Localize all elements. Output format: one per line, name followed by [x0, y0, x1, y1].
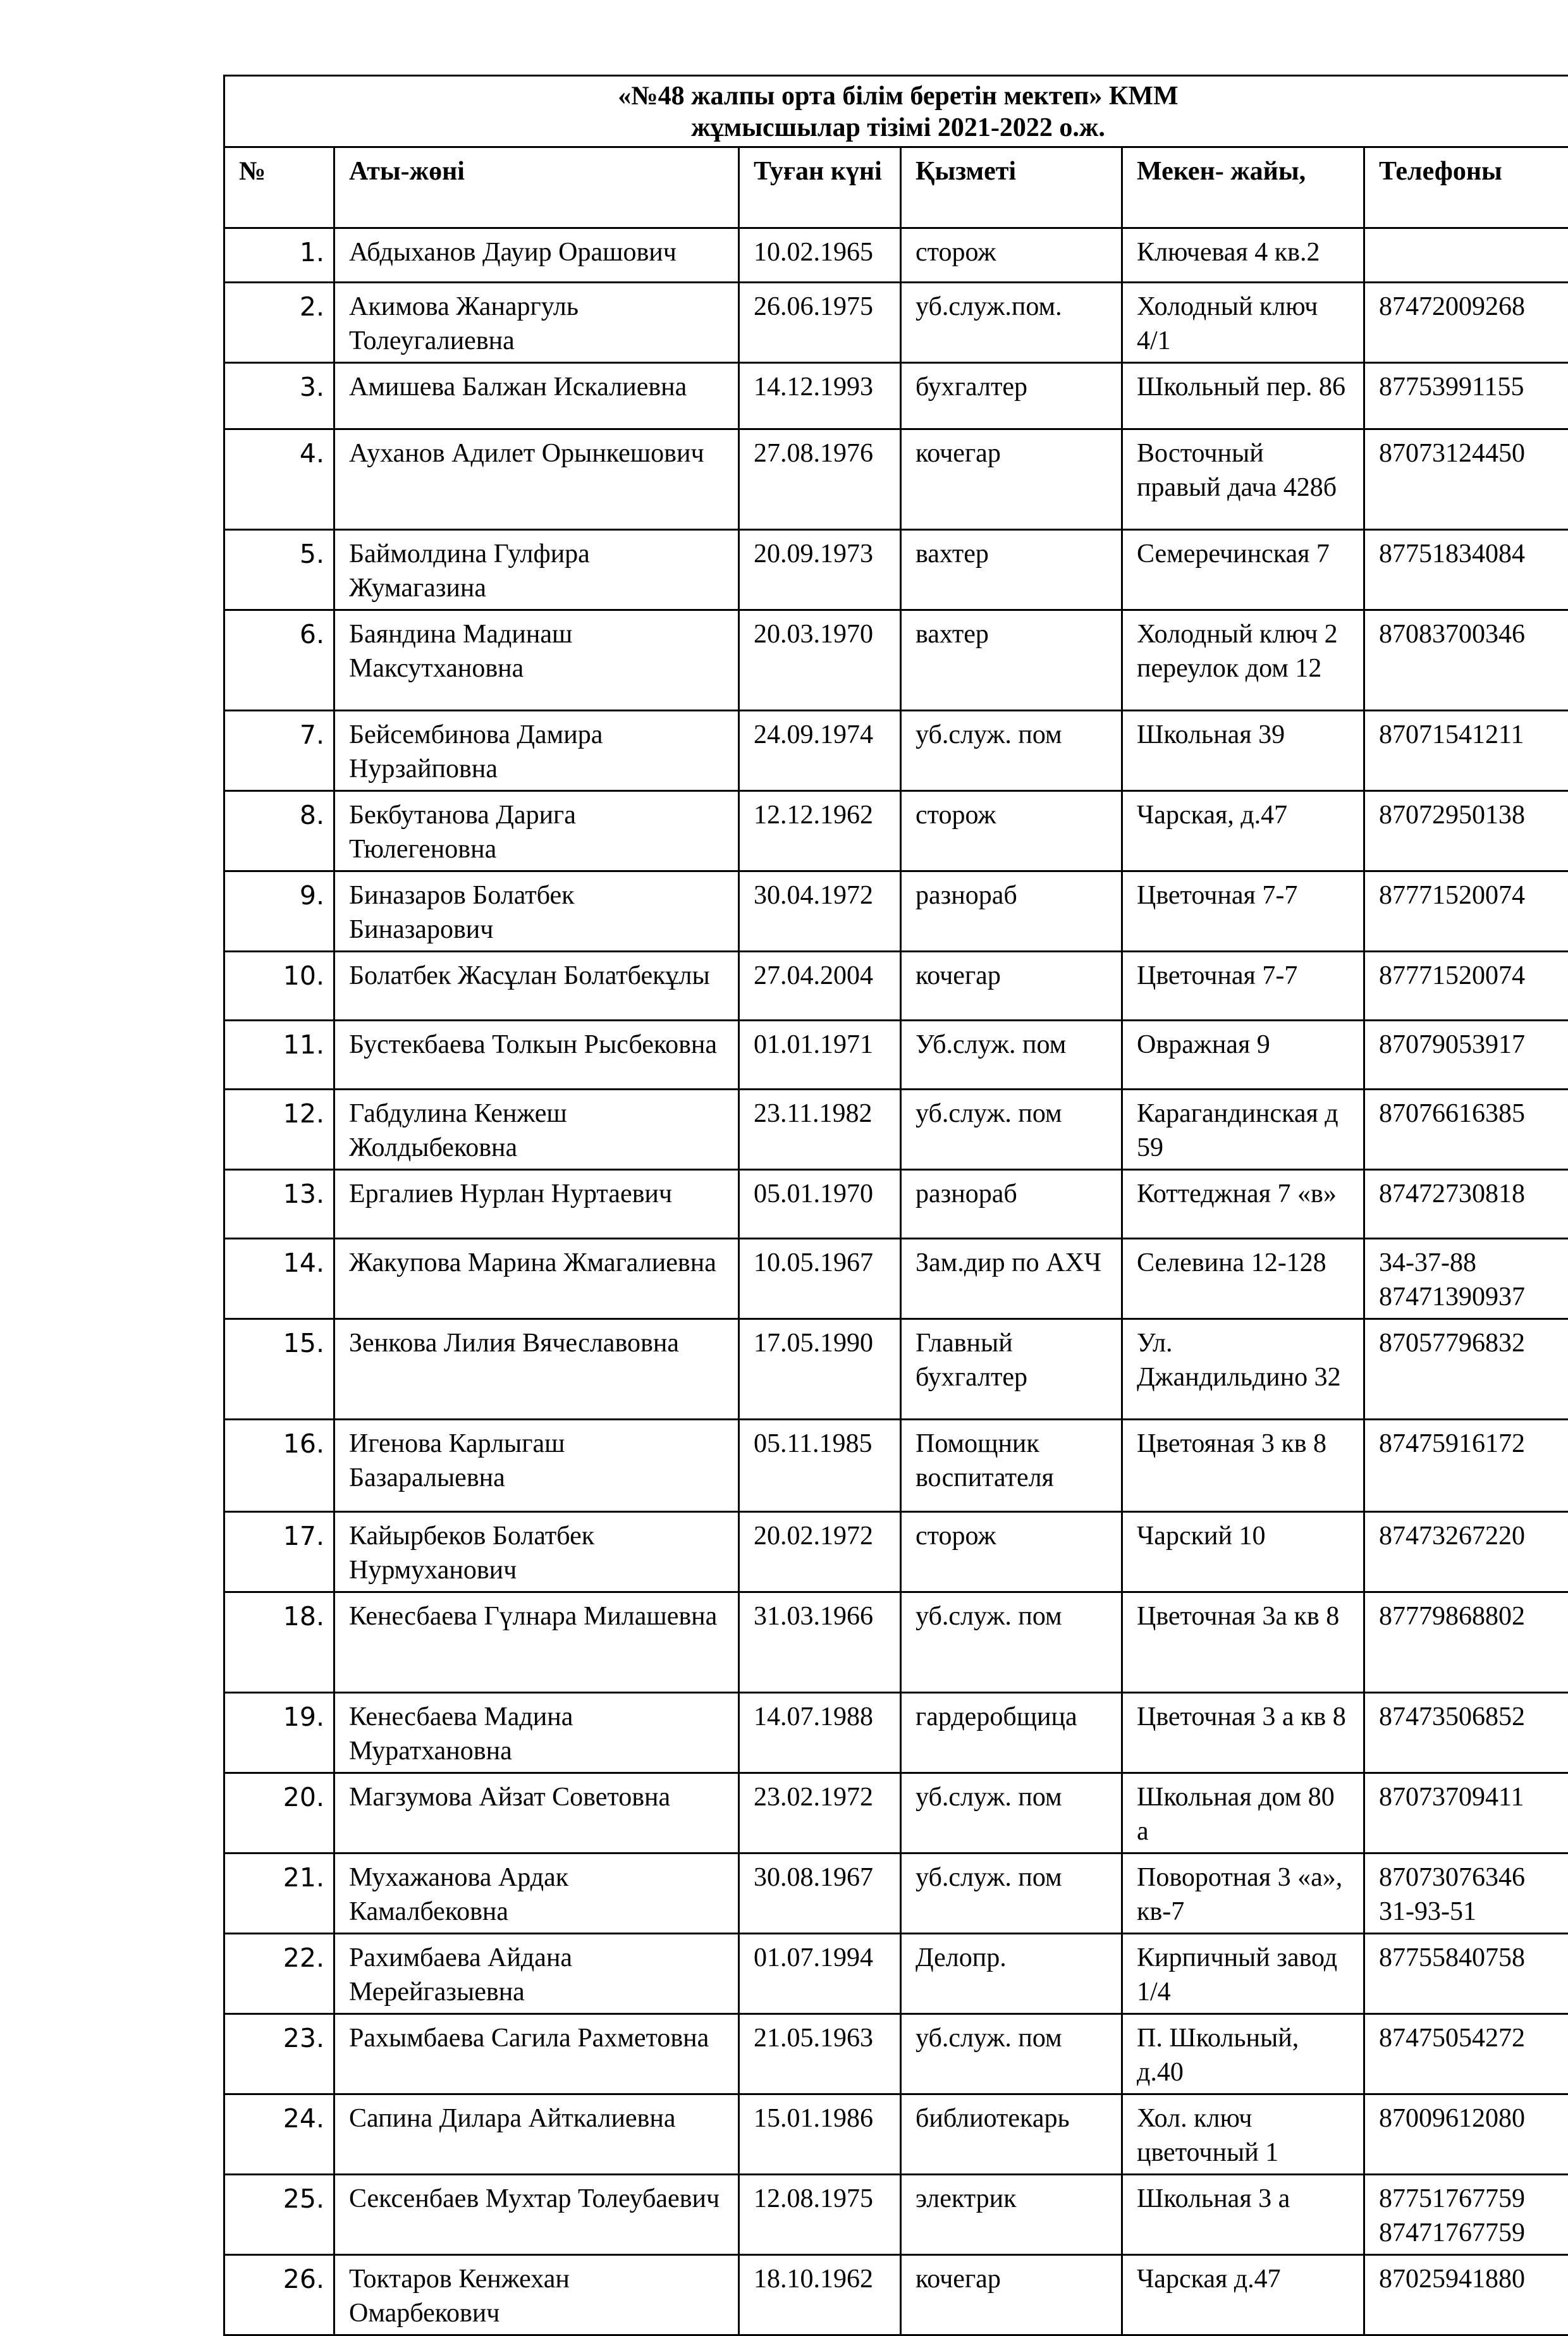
- cell-phone: 87779868802: [1364, 1592, 1568, 1693]
- cell-phone: 87073709411: [1364, 1773, 1568, 1853]
- cell-num: 10.: [224, 952, 334, 1021]
- cell-address: Карагандинская д 59: [1122, 1090, 1364, 1170]
- header-row: [224, 147, 1568, 228]
- table-row: [224, 1512, 1568, 1592]
- table-row: [224, 1773, 1568, 1853]
- cell-num: 26.: [224, 2255, 334, 2335]
- cell-phone: 87751834084: [1364, 530, 1568, 610]
- table-row: [224, 2255, 1568, 2335]
- cell-phone: 87071541211: [1364, 711, 1568, 791]
- cell-birth: 15.01.1986: [739, 2094, 901, 2175]
- cell-birth: 12.08.1975: [739, 2175, 901, 2255]
- cell-phone: 87472009268: [1364, 283, 1568, 363]
- cell-num: 19.: [224, 1693, 334, 1773]
- table-row: [224, 1090, 1568, 1170]
- cell-num: 22.: [224, 1934, 334, 2014]
- cell-name: Сексенбаев Мухтар Толеубаевич: [334, 2175, 739, 2255]
- cell-position: Делопр.: [901, 1934, 1122, 2014]
- cell-address: Цветочная 7-7: [1122, 871, 1364, 952]
- col-header-address: Мекен- жайы,: [1122, 147, 1364, 228]
- cell-position: кочегар: [901, 429, 1122, 530]
- cell-address: Ул. Джандильдино 32: [1122, 1319, 1364, 1420]
- cell-address: Восточный правый дача 428б: [1122, 429, 1364, 530]
- cell-position: вахтер: [901, 530, 1122, 610]
- table-row: [224, 2094, 1568, 2175]
- cell-address: Цветочная 3 а кв 8: [1122, 1693, 1364, 1773]
- cell-name: Рахымбаева Сагила Рахметовна: [334, 2014, 739, 2094]
- cell-address: Школьный пер. 86: [1122, 363, 1364, 429]
- cell-address: Школьная дом 80 а: [1122, 1773, 1364, 1853]
- cell-num: 2.: [224, 283, 334, 363]
- cell-num: 11.: [224, 1021, 334, 1090]
- cell-phone: 87771520074: [1364, 871, 1568, 952]
- cell-phone: 87072950138: [1364, 791, 1568, 871]
- cell-phone: 87076616385: [1364, 1090, 1568, 1170]
- cell-position: разнораб: [901, 871, 1122, 952]
- cell-phone: 34-37-88 87471390937: [1364, 1239, 1568, 1319]
- table-row: [224, 1021, 1568, 1090]
- cell-num: 24.: [224, 2094, 334, 2175]
- cell-address: Цветояная 3 кв 8: [1122, 1420, 1364, 1512]
- cell-num: 23.: [224, 2014, 334, 2094]
- cell-num: 18.: [224, 1592, 334, 1693]
- col-header-birth: Туған күні: [739, 147, 901, 228]
- cell-address: П. Школьный, д.40: [1122, 2014, 1364, 2094]
- cell-num: 16.: [224, 1420, 334, 1512]
- cell-name: Сапина Дилара Айткалиевна: [334, 2094, 739, 2175]
- table-row: [224, 1934, 1568, 2014]
- cell-position: бухгалтер: [901, 363, 1122, 429]
- cell-num: 7.: [224, 711, 334, 791]
- cell-num: 20.: [224, 1773, 334, 1853]
- cell-birth: 20.02.1972: [739, 1512, 901, 1592]
- cell-address: Школьная 3 а: [1122, 2175, 1364, 2255]
- cell-position: сторож: [901, 1512, 1122, 1592]
- cell-name: Ауханов Адилет Орынкешович: [334, 429, 739, 530]
- table-body: [224, 228, 1568, 2335]
- table-row: [224, 1853, 1568, 1934]
- table-row: [224, 283, 1568, 363]
- cell-phone: 87751767759 87471767759: [1364, 2175, 1568, 2255]
- cell-num: 4.: [224, 429, 334, 530]
- cell-position: уб.служ. пом: [901, 711, 1122, 791]
- cell-name: Амишева Балжан Искалиевна: [334, 363, 739, 429]
- cell-position: Главный бухгалтер: [901, 1319, 1122, 1420]
- cell-phone: 87475054272: [1364, 2014, 1568, 2094]
- cell-birth: 20.09.1973: [739, 530, 901, 610]
- cell-name: Кенесбаева Мадина Муратхановна: [334, 1693, 739, 1773]
- cell-phone: 87073076346 31-93-51: [1364, 1853, 1568, 1934]
- cell-birth: 10.02.1965: [739, 228, 901, 283]
- cell-birth: 18.10.1962: [739, 2255, 901, 2335]
- cell-position: кочегар: [901, 2255, 1122, 2335]
- cell-birth: 26.06.1975: [739, 283, 901, 363]
- table-row: [224, 791, 1568, 871]
- cell-phone: 87771520074: [1364, 952, 1568, 1021]
- table-row: [224, 530, 1568, 610]
- cell-position: сторож: [901, 228, 1122, 283]
- cell-birth: 23.02.1972: [739, 1773, 901, 1853]
- cell-num: 3.: [224, 363, 334, 429]
- cell-phone: 87473506852: [1364, 1693, 1568, 1773]
- cell-position: уб.служ. пом: [901, 1592, 1122, 1693]
- cell-name: Болатбек Жасұлан Болатбекұлы: [334, 952, 739, 1021]
- cell-name: Акимова Жанаргуль Толеугалиевна: [334, 283, 739, 363]
- title-row: [224, 76, 1568, 147]
- cell-birth: 24.09.1974: [739, 711, 901, 791]
- cell-address: Чарская д.47: [1122, 2255, 1364, 2335]
- cell-num: 21.: [224, 1853, 334, 1934]
- cell-birth: 27.04.2004: [739, 952, 901, 1021]
- cell-address: Чарская, д.47: [1122, 791, 1364, 871]
- cell-name: Габдулина Кенжеш Жолдыбековна: [334, 1090, 739, 1170]
- cell-position: Зам.дир по АХЧ: [901, 1239, 1122, 1319]
- cell-birth: 14.07.1988: [739, 1693, 901, 1773]
- cell-birth: 30.04.1972: [739, 871, 901, 952]
- table-row: [224, 871, 1568, 952]
- cell-phone: 87057796832: [1364, 1319, 1568, 1420]
- cell-name: Бейсембинова Дамира Нурзайповна: [334, 711, 739, 791]
- cell-birth: 14.12.1993: [739, 363, 901, 429]
- cell-address: Ключевая 4 кв.2: [1122, 228, 1364, 283]
- cell-num: 17.: [224, 1512, 334, 1592]
- cell-position: Помощник воспитателя: [901, 1420, 1122, 1512]
- cell-position: Уб.служ. пом: [901, 1021, 1122, 1090]
- cell-position: вахтер: [901, 610, 1122, 711]
- cell-name: Биназаров Болатбек Биназарович: [334, 871, 739, 952]
- cell-birth: 05.01.1970: [739, 1170, 901, 1239]
- table-row: [224, 429, 1568, 530]
- col-header-phone: Телефоны: [1364, 147, 1568, 228]
- cell-birth: 05.11.1985: [739, 1420, 901, 1512]
- cell-position: уб.служ. пом: [901, 1773, 1122, 1853]
- cell-position: уб.служ. пом: [901, 2014, 1122, 2094]
- cell-name: Баймолдина Гулфира Жумагазина: [334, 530, 739, 610]
- cell-position: сторож: [901, 791, 1122, 871]
- document-title: [224, 76, 1568, 147]
- table-row: [224, 363, 1568, 429]
- cell-address: Цветочная 7-7: [1122, 952, 1364, 1021]
- cell-phone: 87472730818: [1364, 1170, 1568, 1239]
- table-row: [224, 228, 1568, 283]
- cell-phone: 87753991155: [1364, 363, 1568, 429]
- cell-address: Овражная 9: [1122, 1021, 1364, 1090]
- cell-phone: 87475916172: [1364, 1420, 1568, 1512]
- col-header-name: Аты-жөні: [334, 147, 739, 228]
- cell-name: Рахимбаева Айдана Мерейгазыевна: [334, 1934, 739, 2014]
- cell-num: 13.: [224, 1170, 334, 1239]
- cell-birth: 20.03.1970: [739, 610, 901, 711]
- cell-num: 15.: [224, 1319, 334, 1420]
- cell-name: Жакупова Марина Жмагалиевна: [334, 1239, 739, 1319]
- cell-position: разнораб: [901, 1170, 1122, 1239]
- cell-birth: 10.05.1967: [739, 1239, 901, 1319]
- cell-phone: 87009612080: [1364, 2094, 1568, 2175]
- table-row: [224, 2175, 1568, 2255]
- cell-birth: 21.05.1963: [739, 2014, 901, 2094]
- cell-phone: [1364, 228, 1568, 283]
- cell-name: Бустекбаева Толкын Рысбековна: [334, 1021, 739, 1090]
- table-row: [224, 1420, 1568, 1512]
- table-row: [224, 2014, 1568, 2094]
- cell-num: 9.: [224, 871, 334, 952]
- cell-name: Абдыханов Дауир Орашович: [334, 228, 739, 283]
- cell-position: кочегар: [901, 952, 1122, 1021]
- cell-position: библиотекарь: [901, 2094, 1122, 2175]
- cell-address: Селевина 12-128: [1122, 1239, 1364, 1319]
- cell-name: Магзумова Айзат Советовна: [334, 1773, 739, 1853]
- cell-position: электрик: [901, 2175, 1122, 2255]
- cell-name: Зенкова Лилия Вячеславовна: [334, 1319, 739, 1420]
- table-row: [224, 1319, 1568, 1420]
- cell-name: Баяндина Мадинаш Максутхановна: [334, 610, 739, 711]
- table-row: [224, 952, 1568, 1021]
- cell-name: Ергалиев Нурлан Нуртаевич: [334, 1170, 739, 1239]
- cell-address: Поворотная 3 «а», кв-7: [1122, 1853, 1364, 1934]
- cell-position: уб.служ. пом: [901, 1090, 1122, 1170]
- cell-num: 6.: [224, 610, 334, 711]
- cell-birth: 01.07.1994: [739, 1934, 901, 2014]
- title-line-1: «№48 жалпы орта білім беретін мектеп» КММ: [231, 80, 1565, 112]
- cell-position: гардеробщица: [901, 1693, 1122, 1773]
- title-line-2: жұмысшылар тізімі 2021-2022 о.ж.: [231, 112, 1565, 144]
- table-row: [224, 1693, 1568, 1773]
- cell-num: 1.: [224, 228, 334, 283]
- cell-phone: 87473267220: [1364, 1512, 1568, 1592]
- cell-birth: 30.08.1967: [739, 1853, 901, 1934]
- cell-address: Цветочная 3а кв 8: [1122, 1592, 1364, 1693]
- col-header-num: №: [224, 147, 334, 228]
- cell-name: Игенова Карлыгаш Базаралыевна: [334, 1420, 739, 1512]
- cell-birth: 27.08.1976: [739, 429, 901, 530]
- cell-birth: 31.03.1966: [739, 1592, 901, 1693]
- cell-name: Кенесбаева Гүлнара Милашевна: [334, 1592, 739, 1693]
- cell-address: Холодный ключ 2 переулок дом 12: [1122, 610, 1364, 711]
- table-row: [224, 1592, 1568, 1693]
- cell-phone: 87083700346: [1364, 610, 1568, 711]
- cell-address: Школьная 39: [1122, 711, 1364, 791]
- table-row: [224, 711, 1568, 791]
- cell-position: уб.служ.пом.: [901, 283, 1122, 363]
- cell-birth: 17.05.1990: [739, 1319, 901, 1420]
- cell-phone: 87755840758: [1364, 1934, 1568, 2014]
- cell-address: Хол. ключ цветочный 1: [1122, 2094, 1364, 2175]
- cell-name: Бекбутанова Дарига Тюлегеновна: [334, 791, 739, 871]
- cell-phone: 87025941880: [1364, 2255, 1568, 2335]
- cell-num: 5.: [224, 530, 334, 610]
- cell-birth: 01.01.1971: [739, 1021, 901, 1090]
- table-row: [224, 1239, 1568, 1319]
- cell-position: уб.служ. пом: [901, 1853, 1122, 1934]
- table-row: [224, 1170, 1568, 1239]
- cell-num: 25.: [224, 2175, 334, 2255]
- cell-phone: 87073124450: [1364, 429, 1568, 530]
- cell-address: Холодный ключ 4/1: [1122, 283, 1364, 363]
- cell-num: 14.: [224, 1239, 334, 1319]
- cell-name: Кайырбеков Болатбек Нурмуханович: [334, 1512, 739, 1592]
- cell-address: Коттеджная 7 «в»: [1122, 1170, 1364, 1239]
- cell-name: Мухажанова Ардак Камалбековна: [334, 1853, 739, 1934]
- staff-table: [223, 75, 1568, 2336]
- cell-name: Токтаров Кенжехан Омарбекович: [334, 2255, 739, 2335]
- table-row: [224, 610, 1568, 711]
- cell-address: Кирпичный завод 1/4: [1122, 1934, 1364, 2014]
- cell-num: 8.: [224, 791, 334, 871]
- cell-address: Чарский 10: [1122, 1512, 1364, 1592]
- cell-address: Семеречинская 7: [1122, 530, 1364, 610]
- cell-birth: 12.12.1962: [739, 791, 901, 871]
- cell-birth: 23.11.1982: [739, 1090, 901, 1170]
- cell-phone: 87079053917: [1364, 1021, 1568, 1090]
- col-header-position: Қызметі: [901, 147, 1122, 228]
- cell-num: 12.: [224, 1090, 334, 1170]
